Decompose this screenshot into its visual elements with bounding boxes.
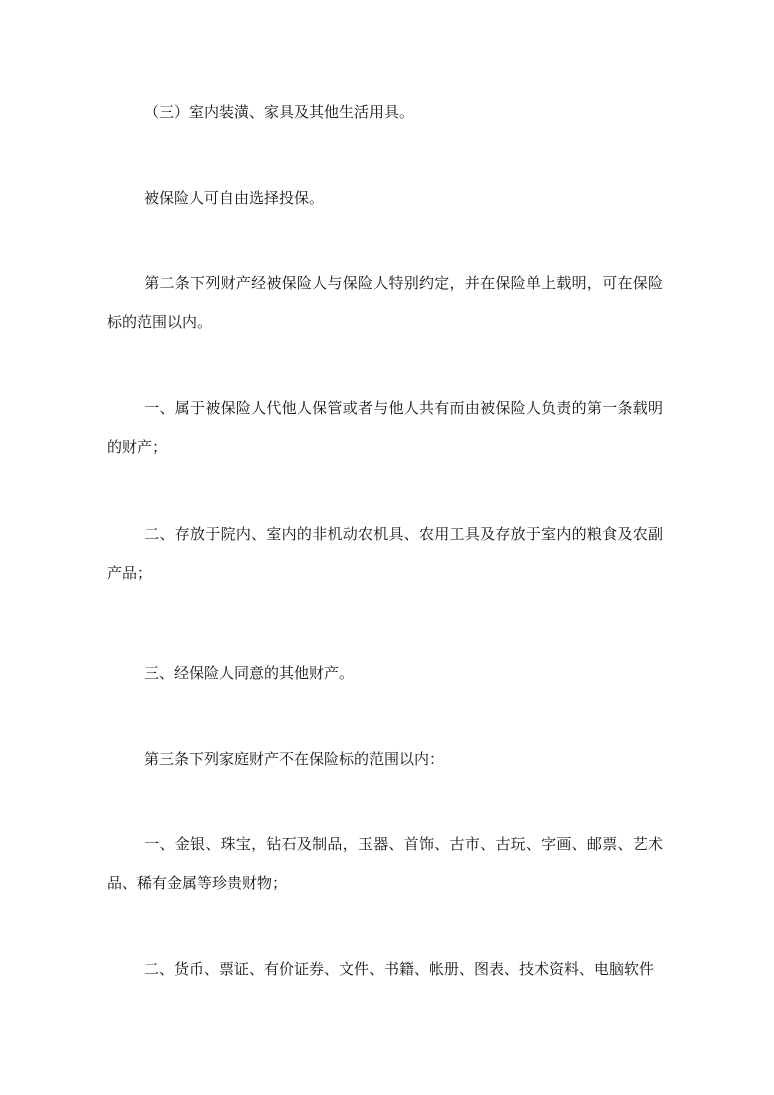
paragraph-3 xyxy=(107,264,663,342)
paragraph-1-text: （三）室内装潢、家具及其他生活用具。 xyxy=(144,103,415,121)
paragraph-5-text: 二、存放于院内、室内的非机动农机具、农用工具及存放于室内的粮食及农副产品； xyxy=(107,525,663,582)
paragraph-6-text: 三、经保险人同意的其他财产。 xyxy=(144,664,355,682)
paragraph-1 xyxy=(107,93,663,132)
paragraph-8 xyxy=(107,825,663,903)
paragraph-7-text: 第三条下列家庭财产不在保险标的范围以内： xyxy=(144,750,445,768)
paragraph-6 xyxy=(107,654,663,693)
paragraph-7 xyxy=(107,740,663,779)
paragraph-2-text: 被保险人可自由选择投保。 xyxy=(144,189,325,207)
paragraph-4-text: 一、属于被保险人代他人保管或者与他人共有而由被保险人负责的第一条载明的财产； xyxy=(107,399,663,456)
paragraph-4 xyxy=(107,389,663,467)
paragraph-8-text: 一、金银、珠宝，钻石及制品，玉器、首饰、古市、古玩、字画、邮票、艺术品、稀有金属等珍贵财物； xyxy=(107,835,663,892)
paragraph-9 xyxy=(107,950,663,989)
paragraph-2 xyxy=(107,179,663,218)
paragraph-3-text: 第二条下列财产经被保险人与保险人特别约定，并在保险单上载明，可在保险标的范围以内。 xyxy=(107,274,663,331)
paragraph-5 xyxy=(107,515,663,593)
paragraph-9-text: 二、货币、票证、有价证券、文件、书籍、帐册、图表、技术资料、电脑软件 xyxy=(144,960,655,978)
